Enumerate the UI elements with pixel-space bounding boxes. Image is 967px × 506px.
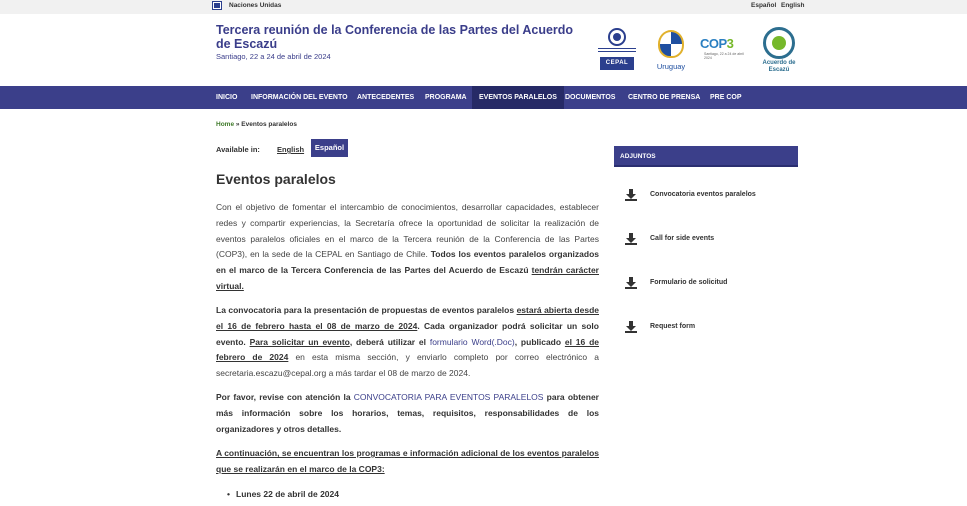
lang-switch-english[interactable]: English: [781, 2, 805, 9]
lang-switch-spanish[interactable]: Español: [751, 2, 777, 9]
escazu-logo[interactable]: [760, 27, 798, 75]
download-icon: [625, 277, 637, 289]
cop-word: COP: [700, 36, 727, 51]
page-title: Eventos paralelos: [216, 171, 336, 187]
download-icon: [625, 233, 637, 245]
cop3-logo[interactable]: [700, 36, 748, 64]
available-spanish-button[interactable]: Español: [311, 139, 348, 157]
uruguay-logo[interactable]: [652, 28, 690, 74]
attachment-label[interactable]: Formulario de solicitud: [650, 279, 728, 286]
nav-inicio[interactable]: INICIO: [216, 94, 238, 101]
cop3-subtitle: Santiago, 22 a 24 de abril 2024: [704, 52, 744, 60]
nav-centro-de-prensa[interactable]: CENTRO DE PRENSA: [628, 94, 701, 101]
intro-paragraph: Con el objetivo de fomentar el intercambio de conocimientos, desarrollar capacidades, establecer redes y compartir experiencias, la Secretaría ofrece la oportunidad de solicitar la realización de eventos paralelos oficiales en el marco de la Tercera reunión de la Conferencia de las Partes (COP3), en la sede de la CEPAL en Santiago de Chile. Todos los eventos paralelos organizados en el marco de la Tercera Conferencia de las Partes del Acuerdo de Escazú tendrán carácter virtual.: [216, 202, 599, 291]
event-title[interactable]: Tercera reunión de la Conferencia de las Partes del Acuerdo de Escazú: [216, 23, 574, 51]
available-english-link[interactable]: English: [277, 145, 305, 154]
list-item: • Lunes 22 de abril de 2024: [228, 489, 339, 499]
uruguay-label: Uruguay: [656, 62, 686, 71]
uruguay-shield-icon: [658, 30, 684, 58]
main-nav: [0, 86, 967, 109]
nav-informacion-del-evento[interactable]: INFORMACIÓN DEL EVENTO: [251, 94, 348, 101]
nav-documentos[interactable]: DOCUMENTOS: [565, 94, 616, 101]
convocatoria-link[interactable]: CONVOCATORIA PARA EVENTOS PARALELOS: [353, 392, 544, 402]
attachments-heading: ADJUNTOS: [614, 146, 798, 167]
escazu-emblem-icon: [763, 27, 795, 59]
nav-antecedentes[interactable]: ANTECEDENTES: [357, 94, 415, 101]
attachment-label[interactable]: Convocatoria eventos paralelos: [650, 191, 756, 198]
cepal-label: CEPAL: [600, 57, 634, 70]
un-emblem-icon: [608, 28, 626, 46]
available-in-label: Available in:: [216, 145, 260, 154]
cop-number: 3: [726, 36, 734, 51]
review-paragraph: Por favor, revise con atención la CONVOCATORIA PARA EVENTOS PARALELOS para obtener más información sobre los horarios, temas, requisitos, responsabilidades de los organizadores y otros detalles.: [216, 392, 599, 434]
top-bar: [0, 0, 967, 14]
download-icon: [625, 321, 637, 333]
programs-paragraph: A continuación, se encuentran los programas e información adicional de los eventos paralelos que se realizarán en el marco de la COP3:: [216, 448, 599, 474]
event-dates: Santiago, 22 a 24 de abril de 2024: [216, 52, 331, 61]
attachment-label[interactable]: Request form: [650, 323, 696, 330]
breadcrumb-current: Eventos paralelos: [241, 121, 297, 128]
attachment-label[interactable]: Call for side events: [650, 235, 715, 242]
org-name[interactable]: Naciones Unidas: [229, 2, 282, 9]
nav-eventos-paralelos[interactable]: EVENTOS PARALELOS: [472, 86, 564, 109]
un-cepal-logo[interactable]: [598, 28, 636, 74]
un-logo-icon[interactable]: [212, 1, 222, 10]
call-paragraph: La convocatoria para la presentación de propuestas de eventos paralelos estará abierta desde el 16 de febrero hasta el 08 de marzo de 2024. Cada organizador podrá solicitar un solo evento. Para solicitar un evento, deberá utilizar el formulario Word(.Doc), publicado el 16 de febrero de 2024 en esta misma sección, y enviarlo completo por correo electrónico a secretaria.escazu@cepal.org a más tardar el 08 de marzo de 2024.: [216, 305, 599, 379]
escazu-label: Acuerdo de Escazú: [762, 60, 796, 73]
nav-pre-cop[interactable]: PRE COP: [710, 94, 742, 101]
breadcrumb: Home » Eventos paralelos: [216, 121, 297, 128]
word-form-link[interactable]: formulario Word(.Doc): [429, 336, 515, 347]
download-icon: [625, 189, 637, 201]
breadcrumb-home[interactable]: Home: [216, 121, 235, 128]
nav-programa[interactable]: PROGRAMA: [425, 94, 467, 101]
